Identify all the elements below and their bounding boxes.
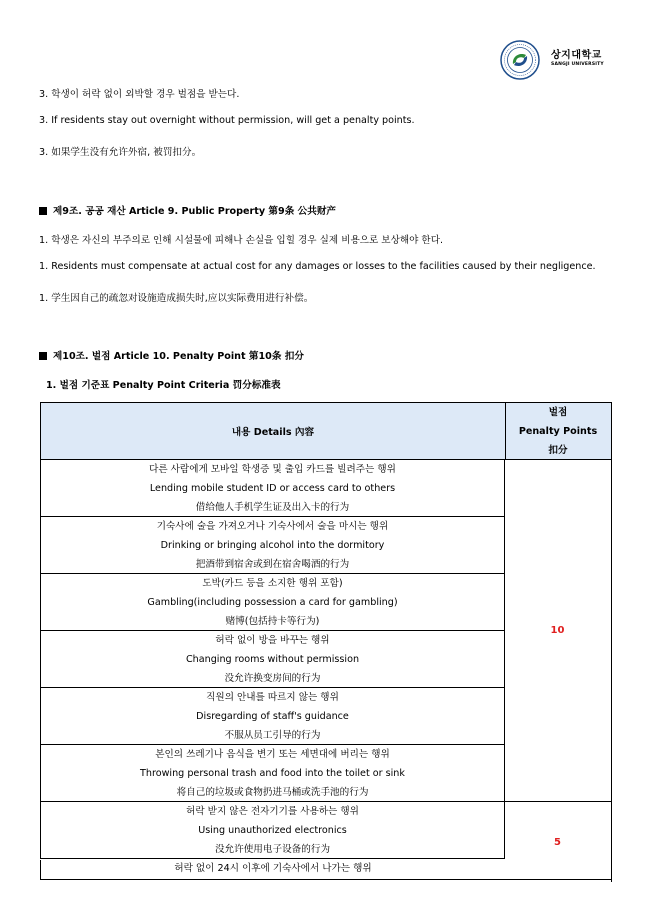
row-text-ko: 본인의 쓰레기나 음식을 변기 또는 세면대에 버리는 행위 xyxy=(155,749,390,760)
row-text-ko: 허락 없이 방을 바꾸는 행위 xyxy=(215,635,330,646)
points-cell-5: 5 xyxy=(504,802,612,882)
table-row xyxy=(40,745,505,802)
header-points-ko: 벌점 xyxy=(548,406,568,418)
row-text-ko: 도박(카드 등을 소지한 행위 포함) xyxy=(202,578,343,589)
row-text-zh: 将自己的垃圾或食物扔进马桶或洗手池的行为 xyxy=(176,787,369,798)
article10-subheading: 1. 벌점 기준표 Penalty Point Criteria 罚分标准表 xyxy=(46,380,281,391)
row-text-en: Changing rooms without permission xyxy=(185,654,360,665)
header-points xyxy=(505,403,611,459)
row-text-ko: 다른 사람에게 모바일 학생증 및 출입 카드를 빌려주는 행위 xyxy=(149,464,396,475)
article9-line-ko: 1. 학생은 자신의 부주의로 인해 시설물에 피해나 손실을 입힐 경우 실제 비용으로 보상해야 한다. xyxy=(39,235,444,246)
article10-heading xyxy=(39,348,304,362)
header-details: 내용 Details 內容 xyxy=(41,403,506,459)
penalty-table xyxy=(40,402,612,880)
row-text-en: Disregarding of staff's guidance xyxy=(196,711,349,722)
row-text-ko: 허락 없이 24시 이후에 기숙사에서 나가는 행위 xyxy=(174,863,372,874)
row-text-zh: 赌博(包括持卡等行为) xyxy=(225,616,320,627)
table-header xyxy=(40,402,612,460)
article8-line-en: 3. If residents stay out overnight without permission, will get a penalty points. xyxy=(39,115,415,126)
row-text-en: Gambling(including possession a card for gambling) xyxy=(147,597,398,608)
row-text-ko: 직원의 안내를 따르지 않는 행위 xyxy=(206,692,339,703)
header-points-en: Penalty Points xyxy=(518,425,598,437)
row-text-zh: 没允许换变房间的行为 xyxy=(224,673,321,684)
points-cell-10: 10 xyxy=(504,460,612,802)
row-text-en: Throwing personal trash and food into the toilet or sink xyxy=(140,768,405,779)
table-row xyxy=(40,631,505,688)
table-row-partial xyxy=(40,860,612,880)
table-row xyxy=(40,688,505,745)
university-seal-icon xyxy=(500,40,540,80)
university-logo xyxy=(500,38,610,84)
row-text-zh: 不服从员工引导的行为 xyxy=(224,730,321,741)
article9-heading-text: 제9조. 공공 재산 Article 9. Public Property 第9条 公共财产 xyxy=(53,206,337,217)
table-row xyxy=(40,517,505,574)
article8-line-zh: 3. 如果学生没有允许外宿, 被罚扣分。 xyxy=(39,147,202,158)
row-text-zh: 没允许使用电子设备的行为 xyxy=(214,844,331,855)
article9-line-en: 1. Residents must compensate at actual cost for any damages or losses to the facilities caused by their negligence. xyxy=(39,261,596,272)
square-bullet-icon xyxy=(39,352,47,360)
row-text-en: Using unauthorized electronics xyxy=(198,825,347,836)
row-text-zh: 把酒带到宿舍或到在宿舍喝酒的行为 xyxy=(195,559,350,570)
row-text-en: Drinking or bringing alcohol into the dormitory xyxy=(160,540,385,551)
university-name-ko: 상지대학교 xyxy=(551,50,602,61)
row-text-zh: 借给他人手机学生证及出入卡的行为 xyxy=(195,502,350,513)
article8-line-ko: 3. 학생이 허락 없이 외박할 경우 벌점을 받는다. xyxy=(39,89,240,100)
header-points-zh: 扣分 xyxy=(548,444,568,456)
row-text-ko: 허락 받지 않은 전자기기를 사용하는 행위 xyxy=(186,806,359,817)
article10-heading-text: 제10조. 벌점 Article 10. Penalty Point 第10条 扣分 xyxy=(53,351,304,362)
table-row xyxy=(40,802,505,859)
table-row xyxy=(40,460,505,517)
article9-heading xyxy=(39,203,336,217)
square-bullet-icon xyxy=(39,207,47,215)
article9-line-zh: 1. 学生因自己的疏忽对设施造成损失时,应以实际费用进行补偿。 xyxy=(39,293,314,304)
row-text-ko: 기숙사에 술을 가져오거나 기숙사에서 술을 마시는 행위 xyxy=(156,521,389,532)
table-row xyxy=(40,574,505,631)
row-text-en: Lending mobile student ID or access card to others xyxy=(149,483,396,494)
university-name-en: SANGJI UNIVERSITY xyxy=(551,62,604,67)
